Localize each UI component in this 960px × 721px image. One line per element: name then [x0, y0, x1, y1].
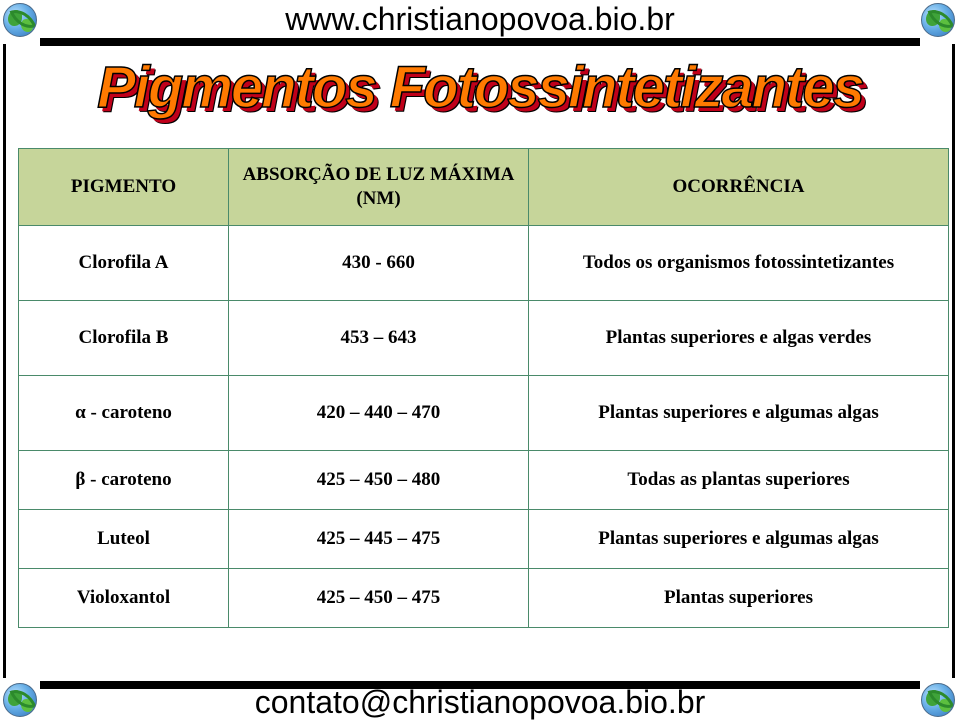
- cell-occurrence: Todos os organismos fotossintetizantes: [529, 226, 949, 301]
- header-pigment: PIGMENTO: [19, 149, 229, 226]
- header-url: www.christianopovoa.bio.br: [285, 1, 675, 37]
- globe-leaf-icon: [921, 683, 955, 717]
- table-header-row: [19, 149, 949, 226]
- pigment-table: [18, 148, 949, 628]
- table-row: [19, 569, 949, 628]
- cell-absorption: 430 - 660: [229, 226, 529, 301]
- table-row: [19, 510, 949, 569]
- globe-leaf-icon: [921, 3, 955, 37]
- table-row: [19, 451, 949, 510]
- cell-pigment: α - caroteno: [19, 376, 229, 451]
- cell-absorption: 425 – 450 – 480: [229, 451, 529, 510]
- header-bar: [40, 38, 920, 46]
- table-row: [19, 301, 949, 376]
- cell-absorption: 425 – 450 – 475: [229, 569, 529, 628]
- globe-leaf-icon: [3, 3, 37, 37]
- table-row: [19, 226, 949, 301]
- cell-pigment: β - caroteno: [19, 451, 229, 510]
- table-row: [19, 376, 949, 451]
- cell-absorption: 425 – 445 – 475: [229, 510, 529, 569]
- cell-absorption: 453 – 643: [229, 301, 529, 376]
- header-absorption: ABSORÇÃO DE LUZ MÁXIMA (NM): [229, 149, 529, 226]
- cell-pigment: Clorofila B: [19, 301, 229, 376]
- globe-leaf-icon: [3, 683, 37, 717]
- header-occurrence: OCORRÊNCIA: [529, 149, 949, 226]
- cell-absorption: 420 – 440 – 470: [229, 376, 529, 451]
- page-title: Pigmentos Fotossintetizantes: [97, 55, 863, 120]
- footer-email: contato@christianopovoa.bio.br: [254, 684, 706, 720]
- cell-occurrence: Plantas superiores e algumas algas: [529, 510, 949, 569]
- cell-pigment: Violoxantol: [19, 569, 229, 628]
- cell-pigment: Luteol: [19, 510, 229, 569]
- cell-occurrence: Todas as plantas superiores: [529, 451, 949, 510]
- cell-occurrence: Plantas superiores e algumas algas: [529, 376, 949, 451]
- cell-pigment: Clorofila A: [19, 226, 229, 301]
- cell-occurrence: Plantas superiores: [529, 569, 949, 628]
- cell-occurrence: Plantas superiores e algas verdes: [529, 301, 949, 376]
